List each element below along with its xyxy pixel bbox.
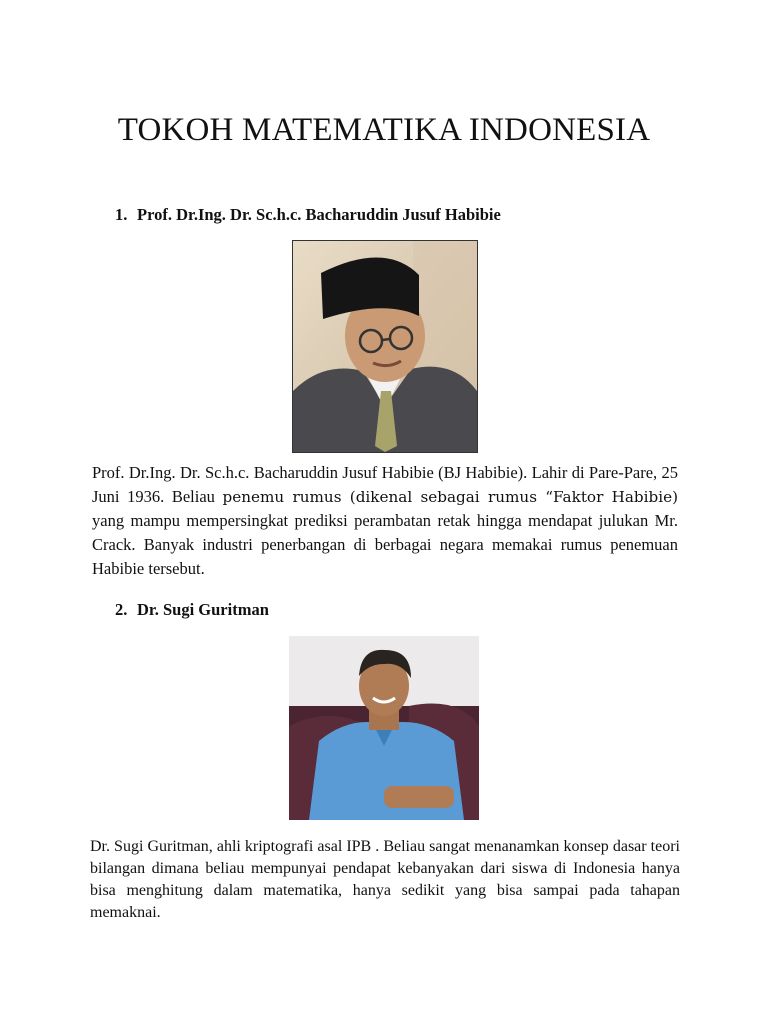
figure-name: Prof. Dr.Ing. Dr. Sc.h.c. Bacharuddin Jusuf Habibie bbox=[137, 205, 501, 224]
figure-description-2: Dr. Sugi Guritman, ahli kriptografi asal IPB . Beliau sangat menanamkan konsep dasar teori bilangan dimana beliau mempunyai pendapat kebanyakan dari siswa di Indonesia hanya bisa menghitung dalam matematika, hanya sedikit yang bisa sampai pada tahapan memaknai. bbox=[90, 838, 680, 921]
description-highlight: penemu rumus (dikenal sebagai rumus “Faktor Habibie) bbox=[222, 488, 678, 506]
description-text: Prof. Dr.Ing. Dr. Sc.h.c. Bacharuddin Jusuf Habibie (BJ Habibie). Lahir di Pare-Pare, 25 Juni 1936. Beliau bbox=[92, 463, 678, 506]
figure-heading-1 bbox=[115, 205, 501, 225]
portrait-photo-icon bbox=[293, 241, 477, 452]
figure-description-1 bbox=[92, 461, 678, 581]
description-text: yang mampu mempersingkat prediksi perambatan retak hingga mendapat julukan Mr. Crack. Banyak industri penerbangan di berbagai negara memakai rumus penemuan Habibie tersebut. bbox=[92, 511, 678, 578]
figure-heading-2 bbox=[115, 600, 269, 620]
figure-number: 1. bbox=[115, 205, 128, 224]
portrait-photo-habibie bbox=[292, 240, 478, 453]
figure-name: Dr. Sugi Guritman bbox=[137, 600, 269, 619]
page-title: TOKOH MATEMATIKA INDONESIA bbox=[117, 112, 651, 148]
portrait-photo-icon bbox=[289, 636, 479, 820]
portrait-photo-guritman bbox=[289, 636, 479, 820]
figure-number: 2. bbox=[115, 600, 128, 619]
